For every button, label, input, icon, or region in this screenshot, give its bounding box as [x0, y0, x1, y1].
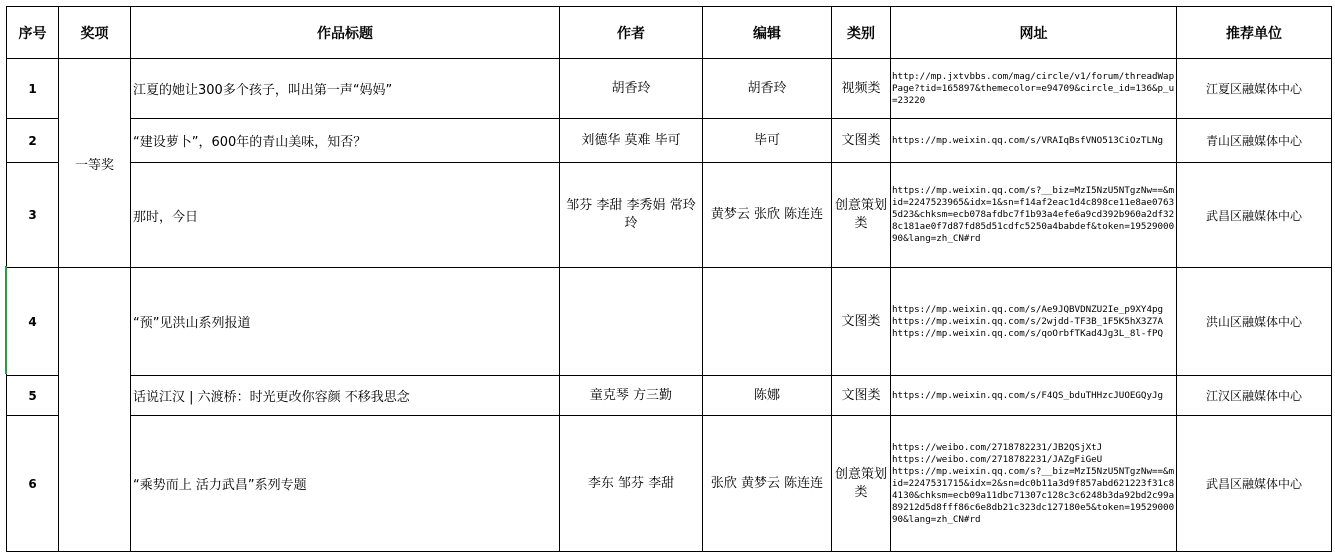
- cell-unit[interactable]: 武昌区融媒体中心: [1177, 163, 1332, 268]
- cell-num[interactable]: 1: [7, 59, 59, 119]
- cell-unit[interactable]: 青山区融媒体中心: [1177, 119, 1332, 163]
- url-text[interactable]: https://mp.weixin.qq.com/s/VRAIqBsfVNO513CiOzTLNg: [892, 134, 1164, 146]
- cell-num[interactable]: 5: [7, 376, 59, 416]
- cell-category[interactable]: 文图类: [832, 119, 891, 163]
- cell-editor[interactable]: [703, 268, 832, 376]
- url-text[interactable]: https://mp.weixin.qq.com/s?__biz=MzI5NzU5NTgzNw==&mid=2247523965&idx=1&sn=f14af2eac1d4c898ce11e8ae07635d23&chksm=ecb078afdbc7f1b93a4efe6a9cd392b960a2df328c181ae0f7d87fd85d51cdfc5250a4babdef&token=1952900090&lang=zh_CN#rd: [892, 185, 1175, 244]
- header-title: 作品标题: [131, 7, 560, 59]
- url-text[interactable]: https://weibo.com/2718782231/JAZgFiGeU: [892, 453, 1103, 465]
- cell-category[interactable]: 创意策划类: [832, 163, 891, 268]
- awards-table: [6, 6, 1332, 552]
- cell-url[interactable]: [891, 59, 1177, 119]
- cell-title[interactable]: “乘势而上 活力武昌”系列专题: [131, 416, 560, 552]
- cell-author[interactable]: 李东 邹芬 李甜: [560, 416, 703, 552]
- cell-category[interactable]: 视频类: [832, 59, 891, 119]
- cell-author[interactable]: 邹芬 李甜 李秀娟 常玲玲: [560, 163, 703, 268]
- cell-category[interactable]: 创意策划类: [832, 416, 891, 552]
- cell-editor[interactable]: 黄梦云 张欣 陈连连: [703, 163, 832, 268]
- cell-num[interactable]: 4: [7, 268, 59, 376]
- cell-num[interactable]: 6: [7, 416, 59, 552]
- cell-category[interactable]: 文图类: [832, 268, 891, 376]
- url-text[interactable]: http://mp.jxtvbbs.com/mag/circle/v1/forum/threadWapPage?tid=165897&themecolor=e94709&circle_id=136&p_u=23220: [892, 70, 1175, 106]
- cell-award-first[interactable]: 一等奖: [59, 59, 131, 268]
- cell-title[interactable]: 那时，今日: [131, 163, 560, 268]
- cell-category[interactable]: 文图类: [832, 376, 891, 416]
- url-text[interactable]: https://mp.weixin.qq.com/s?__biz=MzI5NzU5NTgzNw==&mid=2247531715&idx=2&sn=dc0b11a3d9f857abd621223f31c84130&chksm=ecb09a11dbc71307c128c3c6248b3da92bd2c99a89212d5d8fff86c6e8db21c323dc127180e5&token=1952900090&lang=zh_CN#rd: [892, 465, 1175, 525]
- cell-url[interactable]: [891, 416, 1177, 552]
- url-text[interactable]: https://mp.weixin.qq.com/s/Ae9JQBVDNZU2Ie_p9XY4pg: [892, 303, 1164, 315]
- cell-editor[interactable]: 毕可: [703, 119, 832, 163]
- url-text[interactable]: https://weibo.com/2718782231/JB2QSjXtJ: [892, 441, 1103, 453]
- cell-editor[interactable]: 张欣 黄梦云 陈连连: [703, 416, 832, 552]
- cell-num[interactable]: 3: [7, 163, 59, 268]
- cell-author[interactable]: 童克琴 方三勤: [560, 376, 703, 416]
- cell-unit[interactable]: 江汉区融媒体中心: [1177, 376, 1332, 416]
- cell-url[interactable]: [891, 163, 1177, 268]
- cell-author[interactable]: 刘德华 莫难 毕可: [560, 119, 703, 163]
- table-row: [7, 268, 1332, 376]
- cell-title[interactable]: “预”见洪山系列报道: [131, 268, 560, 376]
- url-text[interactable]: https://mp.weixin.qq.com/s/2wjdd-TF3B_1F5K5hX3Z7A: [892, 315, 1164, 327]
- cell-editor[interactable]: 陈娜: [703, 376, 832, 416]
- cell-author[interactable]: 胡香玲: [560, 59, 703, 119]
- cell-unit[interactable]: 武昌区融媒体中心: [1177, 416, 1332, 552]
- row-selection-marker: [5, 266, 7, 374]
- table-row: [7, 376, 1332, 416]
- cell-title[interactable]: 话说江汉 | 六渡桥：时光更改你容颜 不移我思念: [131, 376, 560, 416]
- url-text[interactable]: https://mp.weixin.qq.com/s/qoOrbfTKad4Jg3L_8l-fPQ: [892, 327, 1164, 339]
- cell-url[interactable]: [891, 376, 1177, 416]
- cell-unit[interactable]: 江夏区融媒体中心: [1177, 59, 1332, 119]
- cell-num[interactable]: 2: [7, 119, 59, 163]
- table-row: [7, 119, 1332, 163]
- table-row: [7, 416, 1332, 552]
- cell-award-empty[interactable]: [59, 268, 131, 552]
- header-category: 类别: [832, 7, 891, 59]
- cell-url[interactable]: [891, 268, 1177, 376]
- header-url: 网址: [891, 7, 1177, 59]
- cell-url[interactable]: [891, 119, 1177, 163]
- table-row: [7, 59, 1332, 119]
- cell-title[interactable]: “建设萝卜”，600年的青山美味，知否？: [131, 119, 560, 163]
- header-author: 作者: [560, 7, 703, 59]
- header-row: [7, 7, 1332, 59]
- header-unit: 推荐单位: [1177, 7, 1332, 59]
- cell-title[interactable]: 江夏的她让300多个孩子，叫出第一声“妈妈”: [131, 59, 560, 119]
- header-award: 奖项: [59, 7, 131, 59]
- cell-author[interactable]: [560, 268, 703, 376]
- cell-editor[interactable]: 胡香玲: [703, 59, 832, 119]
- header-num: 序号: [7, 7, 59, 59]
- url-text[interactable]: https://mp.weixin.qq.com/s/F4QS_bduTHHzcJUOEGQyJg: [892, 389, 1164, 401]
- cell-unit[interactable]: 洪山区融媒体中心: [1177, 268, 1332, 376]
- table-row: [7, 163, 1332, 268]
- header-editor: 编辑: [703, 7, 832, 59]
